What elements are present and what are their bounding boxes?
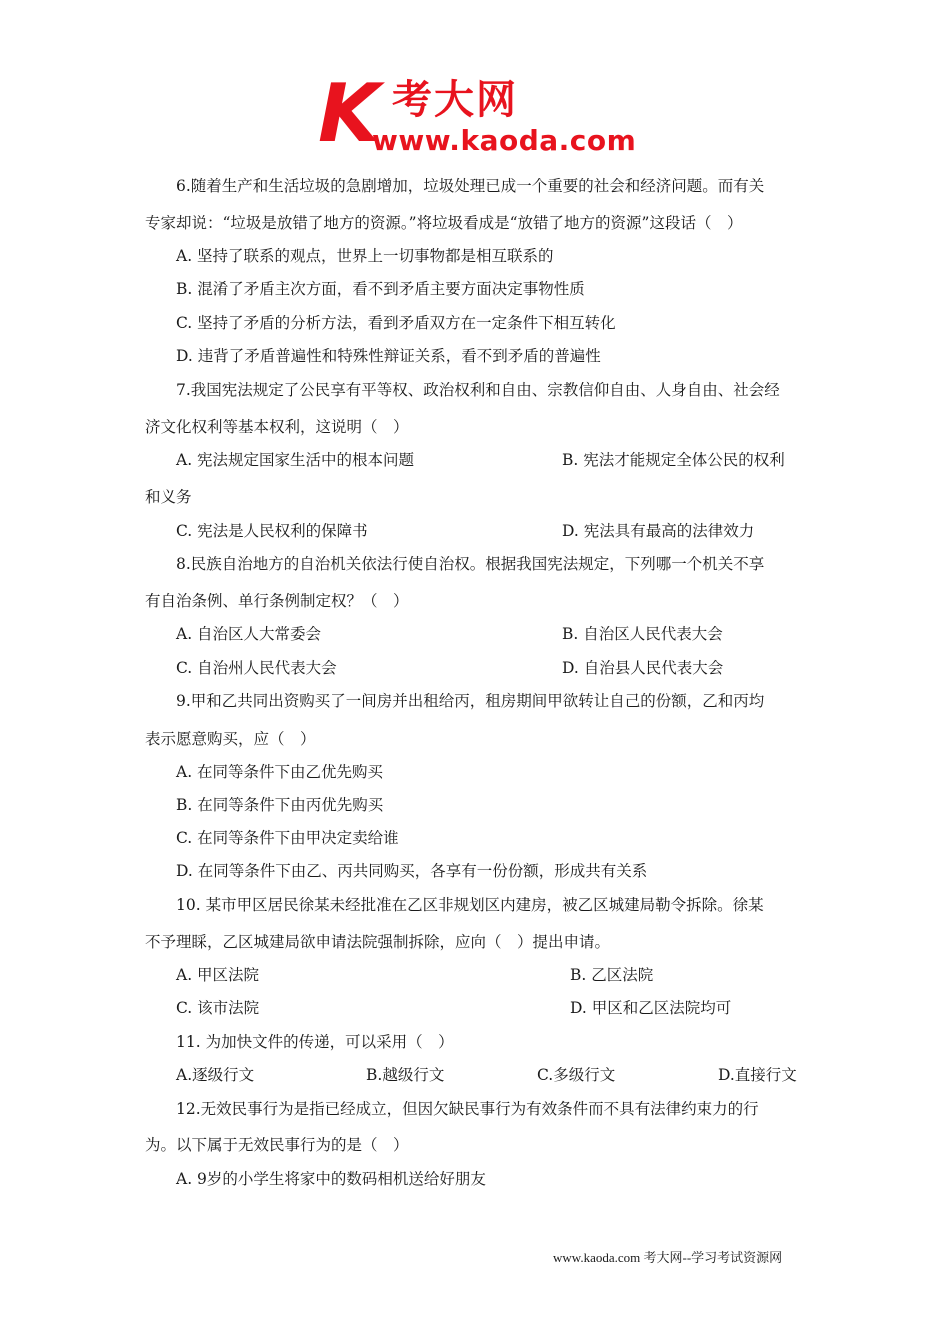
q9-option-d: D. 在同等条件下由乙、丙共同购买，各享有一份份额，形成共有关系 bbox=[176, 862, 648, 880]
q8-option-d: D. 自治县人民代表大会 bbox=[562, 659, 724, 677]
q8-stem-line1: 8.民族自治地方的自治机关依法行使自治权。根据我国宪法规定，下列哪一个机关不享 bbox=[176, 555, 765, 573]
q8-stem-line2: 有自治条例、单行条例制定权？（ ） bbox=[145, 592, 409, 610]
q9-option-b: B. 在同等条件下由丙优先购买 bbox=[176, 796, 384, 814]
logo-k-mark: K bbox=[318, 67, 376, 160]
q8-option-b: B. 自治区人民代表大会 bbox=[562, 625, 723, 643]
logo-url: www.kaoda.com bbox=[372, 124, 637, 157]
q6-option-c: C. 坚持了矛盾的分析方法，看到矛盾双方在一定条件下相互转化 bbox=[176, 314, 616, 332]
q7-option-d: D. 宪法具有最高的法律效力 bbox=[562, 522, 755, 540]
q11-option-d: D.直接行文 bbox=[718, 1066, 797, 1084]
q10-stem-line2: 不予理睬，乙区城建局欲申请法院强制拆除，应向（ ）提出申请。 bbox=[145, 933, 611, 951]
kaoda-logo bbox=[318, 67, 648, 160]
q6-option-a: A. 坚持了联系的观点，世界上一切事物都是相互联系的 bbox=[176, 247, 554, 265]
q11-option-b: B.越级行文 bbox=[366, 1066, 445, 1084]
page-footer: www.kaoda.com 考大网--学习考试资源网 bbox=[553, 1250, 783, 1265]
q11-stem: 11. 为加快文件的传递，可以采用（ ） bbox=[176, 1033, 454, 1051]
q12-option-a: A. 9岁的小学生将家中的数码相机送给好朋友 bbox=[176, 1170, 486, 1188]
q9-stem-line1: 9.甲和乙共同出资购买了一间房并出租给丙，租房期间甲欲转让自己的份额，乙和丙均 bbox=[176, 692, 765, 710]
q6-stem-line1: 6.随着生产和生活垃圾的急剧增加，垃圾处理已成一个重要的社会和经济问题。而有关 bbox=[176, 177, 765, 195]
q7-option-b-continued: 和义务 bbox=[145, 488, 192, 506]
q6-option-d: D. 违背了矛盾普遍性和特殊性辩证关系，看不到矛盾的普遍性 bbox=[176, 347, 601, 365]
q8-option-a: A. 自治区人大常委会 bbox=[176, 625, 322, 643]
q9-stem-line2: 表示愿意购买，应（ ） bbox=[145, 730, 316, 748]
q9-option-a: A. 在同等条件下由乙优先购买 bbox=[176, 763, 384, 781]
q11-option-c: C.多级行文 bbox=[537, 1066, 616, 1084]
q9-option-c: C. 在同等条件下由甲决定卖给谁 bbox=[176, 829, 399, 847]
q7-option-a: A. 宪法规定国家生活中的根本问题 bbox=[176, 451, 415, 469]
q10-option-b: B. 乙区法院 bbox=[570, 966, 654, 984]
q7-stem-line2: 济文化权利等基本权利，这说明（ ） bbox=[145, 418, 409, 436]
q6-option-b: B. 混淆了矛盾主次方面，看不到矛盾主要方面决定事物性质 bbox=[176, 280, 585, 298]
logo-chinese-name: 考大网 bbox=[392, 77, 518, 123]
q11-option-a: A.逐级行文 bbox=[176, 1066, 255, 1084]
q10-option-d: D. 甲区和乙区法院均可 bbox=[570, 999, 732, 1017]
q10-option-c: C. 该市法院 bbox=[176, 999, 260, 1017]
q10-option-a: A. 甲区法院 bbox=[176, 966, 260, 984]
q6-stem-line2: 专家却说：“垃圾是放错了地方的资源。”将垃圾看成是“放错了地方的资源”这段话（ ） bbox=[145, 214, 743, 232]
q7-option-c: C. 宪法是人民权利的保障书 bbox=[176, 522, 368, 540]
q8-option-c: C. 自治州人民代表大会 bbox=[176, 659, 337, 677]
q12-stem-line2: 为。以下属于无效民事行为的是（ ） bbox=[145, 1136, 409, 1154]
q10-stem-line1: 10. 某市甲区居民徐某未经批准在乙区非规划区内建房，被乙区城建局勒令拆除。徐某 bbox=[176, 896, 764, 914]
q7-option-b: B. 宪法才能规定全体公民的权利 bbox=[562, 451, 785, 469]
q12-stem-line1: 12.无效民事行为是指已经成立，但因欠缺民事行为有效条件而不具有法律约束力的行 bbox=[176, 1100, 759, 1118]
q7-stem-line1: 7.我国宪法规定了公民享有平等权、政治权利和自由、宗教信仰自由、人身自由、社会经 bbox=[176, 381, 780, 399]
